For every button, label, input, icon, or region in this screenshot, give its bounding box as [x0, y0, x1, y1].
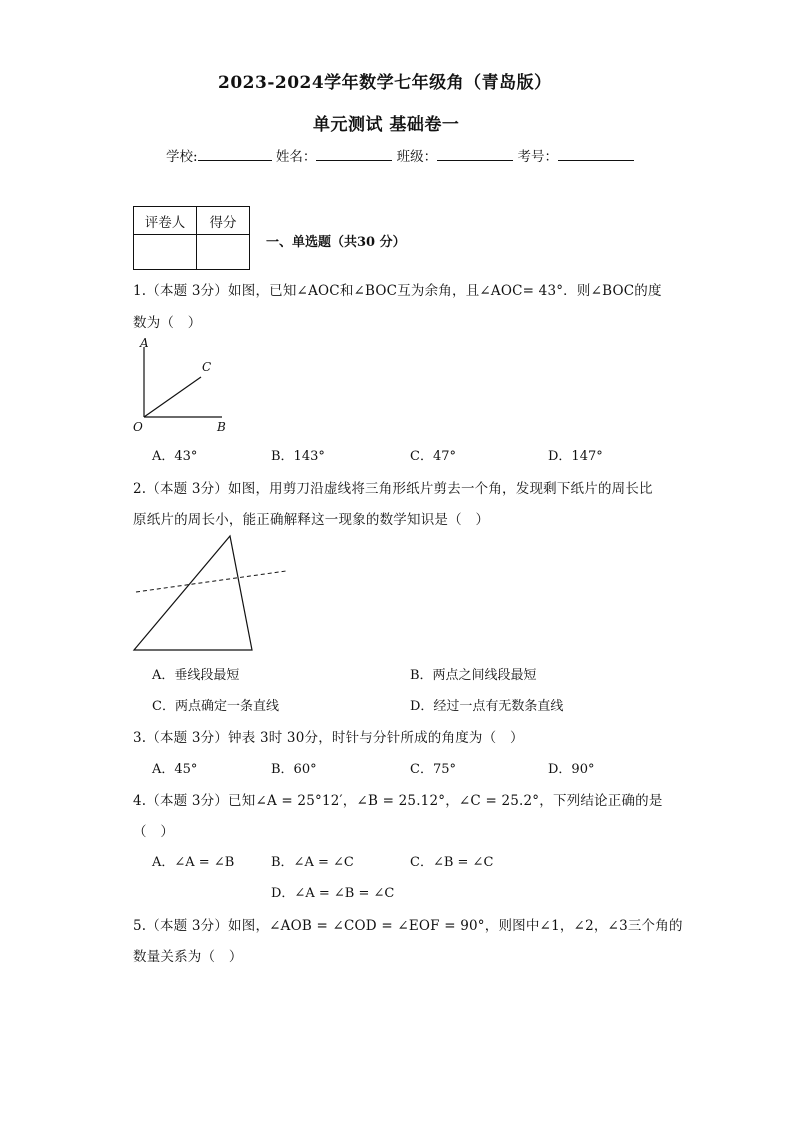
- question-2-option-b[interactable]: B．两点之间线段最短: [410, 668, 537, 683]
- label-C: C: [202, 360, 212, 374]
- question-1-option-a[interactable]: A．43°: [152, 449, 198, 464]
- student-info-row: [166, 145, 634, 165]
- school-label: 学校:: [166, 149, 198, 165]
- score-cell[interactable]: [197, 235, 250, 270]
- section-title: 一、单选题（共30 分）: [266, 235, 406, 250]
- question-4-option-b[interactable]: B．∠A = ∠C: [271, 855, 354, 870]
- question-4-text-line1: 4.（本题 3分）已知∠A = 25°12′，∠B = 25.12°，∠C = 25.2°，下列结论正确的是: [133, 793, 663, 809]
- question-3-option-a[interactable]: A．45°: [152, 762, 198, 777]
- question-2-text-line1: 2.（本题 3分）如图，用剪刀沿虚线将三角形纸片剪去一个角，发现剩下纸片的周长比: [133, 481, 653, 497]
- question-4-option-a[interactable]: A．∠A = ∠B: [152, 855, 235, 870]
- question-1-option-b[interactable]: B．143°: [271, 449, 325, 464]
- question-1-option-c[interactable]: C．47°: [410, 449, 456, 464]
- grader-header: 评卷人: [134, 207, 197, 235]
- question-1-text-line1: 1.（本题 3分）如图，已知∠AOC和∠BOC互为余角，且∠AOC= 43°．则∠BOC的度: [133, 283, 662, 299]
- question-5-text-line2: 数量关系为（ ）: [133, 949, 243, 965]
- school-field[interactable]: [198, 146, 272, 161]
- question-1-text-line2: 数为（ ）: [133, 315, 202, 331]
- question-5-text-line1: 5.（本题 3分）如图，∠AOB = ∠COD = ∠EOF = 90°，则图中∠1，∠2，∠3三个角的: [133, 918, 683, 934]
- question-3-text: 3.（本题 3分）钟表 3时 30分，时针与分针所成的角度为（ ）: [133, 730, 524, 746]
- grader-cell[interactable]: [134, 235, 197, 270]
- question-1-option-d[interactable]: D．147°: [548, 449, 603, 464]
- class-label: 班级：: [396, 149, 438, 165]
- question-2-figure: [130, 533, 290, 653]
- exam-number-label: 考号：: [517, 149, 558, 165]
- question-1-figure: [125, 333, 245, 438]
- page-title-line2: 单元测试 基础卷一: [313, 115, 460, 135]
- score-header: 得分: [197, 207, 250, 235]
- page-title-line1: 2023-2024学年数学七年级角（青岛版）: [218, 73, 552, 93]
- label-O: O: [133, 420, 143, 434]
- exam-number-field[interactable]: [558, 146, 634, 161]
- question-4-text-line2: （ ）: [133, 824, 175, 840]
- question-4-option-c[interactable]: C．∠B = ∠C: [410, 855, 494, 870]
- question-4-option-d[interactable]: D．∠A = ∠B = ∠C: [271, 886, 395, 901]
- name-label: 姓名：: [275, 149, 317, 165]
- ray-OC: [144, 377, 201, 417]
- score-table: [133, 206, 250, 270]
- name-field[interactable]: [316, 146, 392, 161]
- class-field[interactable]: [437, 146, 513, 161]
- question-2-option-c[interactable]: C．两点确定一条直线: [152, 699, 279, 714]
- paper-triangle: [134, 536, 252, 650]
- question-2-option-a[interactable]: A．垂线段最短: [152, 668, 240, 683]
- question-3-option-c[interactable]: C．75°: [410, 762, 456, 777]
- question-3-option-b[interactable]: B．60°: [271, 762, 317, 777]
- question-2-text-line2: 原纸片的周长小，能正确解释这一现象的数学知识是（ ）: [133, 512, 490, 528]
- label-A: A: [140, 336, 149, 350]
- label-B: B: [217, 420, 226, 434]
- question-3-option-d[interactable]: D．90°: [548, 762, 595, 777]
- question-2-option-d[interactable]: D．经过一点有无数条直线: [410, 699, 564, 714]
- cut-line: [136, 571, 286, 592]
